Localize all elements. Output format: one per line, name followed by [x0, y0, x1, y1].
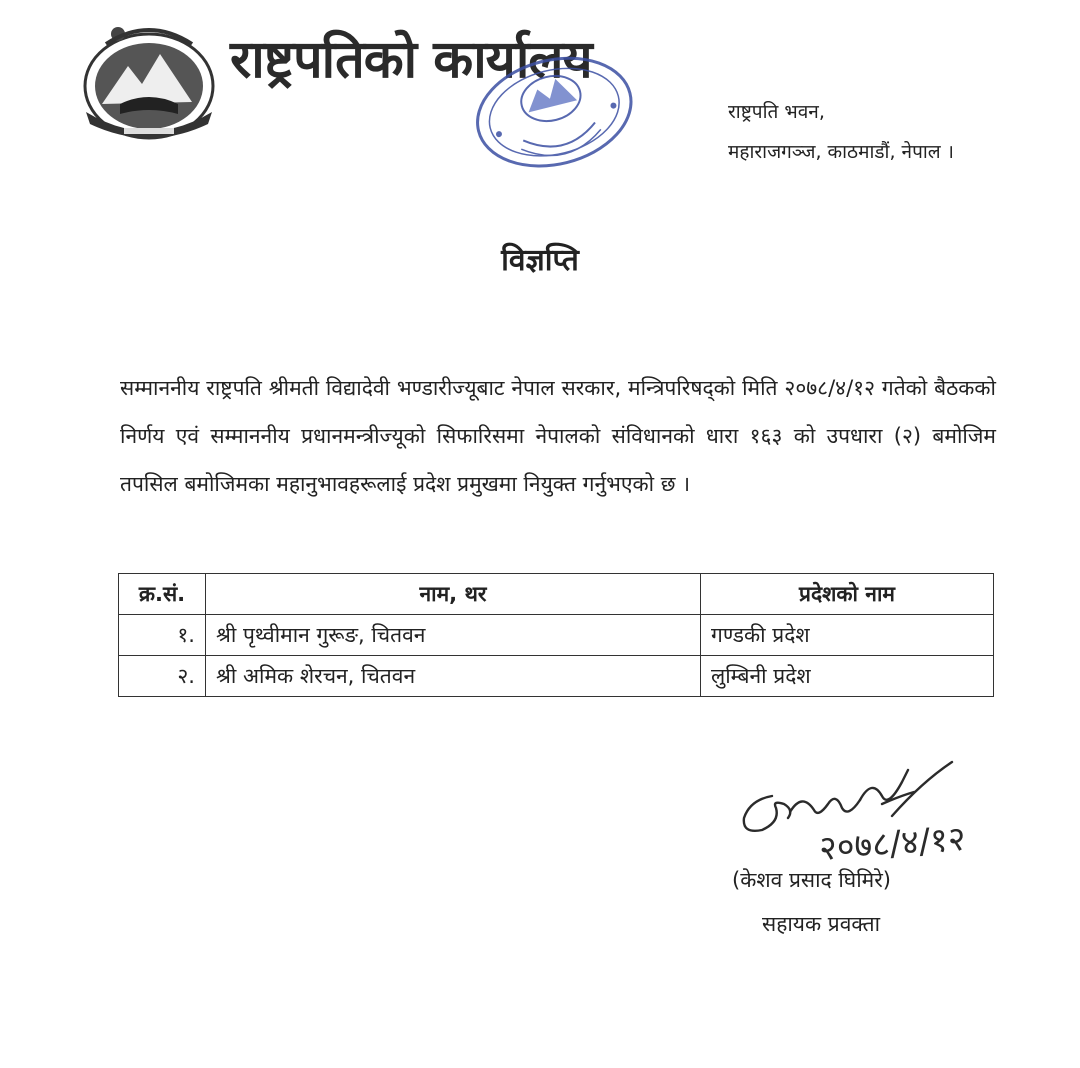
- header-province: प्रदेशको नाम: [701, 574, 994, 615]
- row-name: श्री अमिक शेरचन, चितवन: [206, 656, 701, 697]
- row-province: गण्डकी प्रदेश: [701, 615, 994, 656]
- address-line-2: महाराजगञ्ज, काठमाडौं, नेपाल ।: [728, 141, 954, 163]
- handwritten-date: २०७८/४/१२: [817, 818, 967, 869]
- header-name: नाम, थर: [206, 574, 701, 615]
- table-row: [119, 615, 994, 656]
- nepal-emblem-icon: [80, 20, 218, 142]
- handwritten-signature: [732, 752, 1012, 870]
- notice-body: सम्माननीय राष्ट्रपति श्रीमती विद्यादेवी भण्डारीज्यूबाट नेपाल सरकार, मन्त्रिपरिषद्को मिति २०७८/४/१२ गतेको बैठकको निर्णय एवं सम्माननीय प्रधानमन्त्रीज्यूको सिफारिसमा नेपालको संविधानको धारा १६३ को उपधारा (२) बमोजिम तपसिल बमोजिमका महानुभावहरूलाई प्रदेश प्रमुखमा नियुक्त गर्नुभएको छ ।: [120, 376, 996, 496]
- address-line-1: राष्ट्रपति भवन,: [728, 101, 825, 123]
- table-row: [119, 656, 994, 697]
- signer-name: (केशव प्रसाद घिमिरे): [732, 868, 891, 892]
- row-serial: १.: [119, 615, 206, 656]
- notice-title: विज्ञप्ति: [501, 243, 579, 278]
- table-header-row: [119, 574, 994, 615]
- signer-title: सहायक प्रवक्ता: [762, 912, 881, 936]
- office-seal-stamp: [466, 50, 644, 180]
- row-name: श्री पृथ्वीमान गुरूङ, चितवन: [206, 615, 701, 656]
- office-title: राष्ट्रपतिको कार्यालय: [230, 30, 592, 90]
- office-address: [728, 92, 954, 172]
- row-serial: २.: [119, 656, 206, 697]
- appointment-table: [118, 573, 994, 697]
- row-province: लुम्बिनी प्रदेश: [701, 656, 994, 697]
- header-serial: क्र.सं.: [119, 574, 206, 615]
